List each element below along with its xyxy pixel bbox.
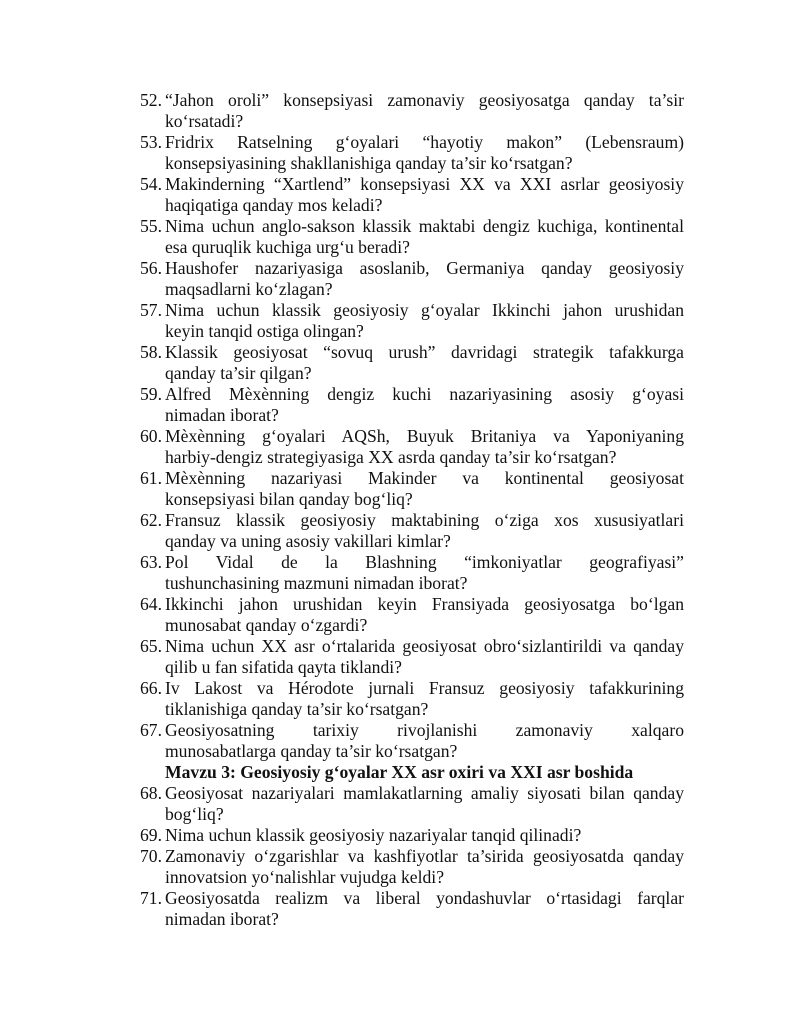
question-text-continuation: haqiqatiga qanday mos keladi? (165, 195, 383, 215)
question-number: 54. (140, 174, 162, 194)
question-text: Geosiyosat nazariyalari mamlakatlarning amaliy siyosati bilan qanday (165, 783, 684, 803)
question-number: 64. (140, 594, 162, 614)
question-text: Mèxènning nazariyasi Makinder va kontinental geosiyosat (165, 468, 684, 488)
question-text-continuation: innovatsion yo‘nalishlar vujudga keldi? (165, 867, 445, 887)
question-number: 69. (140, 825, 162, 845)
question-text-continuation: munosabat qanday o‘zgardi? (165, 615, 368, 635)
question-text-continuation: tushunchasining mazmuni nimadan iborat? (165, 573, 468, 593)
question-item (140, 678, 684, 720)
question-item (140, 258, 684, 300)
question-text: Fridrix Ratselning g‘oyalari “hayotiy makon” (Lebensraum) (165, 132, 684, 152)
question-item (140, 384, 684, 426)
question-item (140, 468, 684, 510)
question-text: Makinderning “Xartlend” konsepsiyasi XX va XXI asrlar geosiyosiy (165, 174, 684, 194)
question-text-continuation: qanday ta’sir qilgan? (165, 363, 312, 383)
question-item (140, 636, 684, 678)
question-text: Pol Vidal de la Blashning “imkoniyatlar geografiyasi” (165, 552, 684, 572)
question-item (140, 216, 684, 258)
question-item (140, 846, 684, 888)
question-text: Ikkinchi jahon urushidan keyin Fransiyada geosiyosatga bo‘lgan (165, 594, 684, 614)
question-text-continuation: munosabatlarga qanday ta’sir ko‘rsatgan? (165, 741, 458, 761)
question-number: 65. (140, 636, 162, 656)
question-list (140, 90, 684, 930)
question-text: Nima uchun anglo-sakson klassik maktabi dengiz kuchiga, kontinental (165, 216, 684, 236)
question-text: Fransuz klassik geosiyosiy maktabining o‘ziga xos xususiyatlari (165, 510, 684, 530)
question-item (140, 888, 684, 930)
question-text: Nima uchun klassik geosiyosiy g‘oyalar Ikkinchi jahon urushidan (165, 300, 684, 320)
question-item (140, 720, 684, 762)
question-text: Geosiyosatning tarixiy rivojlanishi zamonaviy xalqaro (165, 720, 684, 740)
question-text-continuation: harbiy-dengiz strategiyasiga XX asrda qanday ta’sir ko‘rsatgan? (165, 447, 617, 467)
question-text-continuation: esa quruqlik kuchiga urg‘u beradi? (165, 237, 410, 257)
question-number: 58. (140, 342, 162, 362)
question-item (140, 594, 684, 636)
question-text: Klassik geosiyosat “sovuq urush” davridagi strategik tafakkurga (165, 342, 684, 362)
question-number: 66. (140, 678, 162, 698)
question-number: 68. (140, 783, 162, 803)
question-text: “Jahon oroli” konsepsiyasi zamonaviy geosiyosatga qanday ta’sir (165, 90, 684, 110)
question-item (140, 552, 684, 594)
question-number: 57. (140, 300, 162, 320)
question-text-continuation: nimadan iborat? (165, 405, 279, 425)
question-item (140, 300, 684, 342)
question-text: Haushofer nazariyasiga asoslanib, Germaniya qanday geosiyosiy (165, 258, 684, 278)
question-item (140, 825, 684, 846)
question-text-continuation: keyin tanqid ostiga olingan? (165, 321, 364, 341)
question-number: 59. (140, 384, 162, 404)
question-text-continuation: konsepsiyasi bilan qanday bog‘liq? (165, 489, 413, 509)
question-number: 61. (140, 468, 162, 488)
question-number: 71. (140, 888, 162, 908)
question-text: Nima uchun XX asr o‘rtalarida geosiyosat obro‘sizlantirildi va qanday (165, 636, 684, 656)
question-item (140, 90, 684, 132)
question-item (140, 132, 684, 174)
question-item (140, 174, 684, 216)
question-number: 60. (140, 426, 162, 446)
question-item (140, 510, 684, 552)
question-text-continuation: tiklanishiga qanday ta’sir ko‘rsatgan? (165, 699, 429, 719)
question-text: Zamonaviy o‘zgarishlar va kashfiyotlar ta’sirida geosiyosatda qanday (165, 846, 684, 866)
question-text: Mèxènning g‘oyalari AQSh, Buyuk Britaniya va Yaponiyaning (165, 426, 684, 446)
section-heading: Mavzu 3: Geosiyosiy g‘oyalar XX asr oxiri va XXI asr boshida (165, 762, 634, 782)
question-text-continuation: qilib u fan sifatida qayta tiklandi? (165, 657, 402, 677)
question-number: 70. (140, 846, 162, 866)
question-item (140, 426, 684, 468)
question-text-continuation: qanday va uning asosiy vakillari kimlar? (165, 531, 451, 551)
question-text-continuation: bog‘liq? (165, 804, 224, 824)
question-text-continuation: maqsadlarni ko‘zlagan? (165, 279, 333, 299)
question-text: Geosiyosatda realizm va liberal yondashuvlar o‘rtasidagi farqlar (165, 888, 684, 908)
question-item (140, 342, 684, 384)
question-number: 63. (140, 552, 162, 572)
question-text: Alfred Mèxènning dengiz kuchi nazariyasining asosiy g‘oyasi (165, 384, 684, 404)
question-text-continuation: ko‘rsatadi? (165, 111, 244, 131)
question-number: 56. (140, 258, 162, 278)
question-text-continuation: nimadan iborat? (165, 909, 279, 929)
question-number: 55. (140, 216, 162, 236)
question-text-continuation: konsepsiyasining shakllanishiga qanday ta’sir ko‘rsatgan? (165, 153, 573, 173)
question-number: 67. (140, 720, 162, 740)
question-number: 62. (140, 510, 162, 530)
question-number: 53. (140, 132, 162, 152)
question-item (140, 783, 684, 825)
question-number: 52. (140, 90, 162, 110)
question-text: Iv Lakost va Hérodote jurnali Fransuz geosiyosiy tafakkurining (165, 678, 684, 698)
question-text: Nima uchun klassik geosiyosiy nazariyalar tanqid qilinadi? (165, 825, 582, 845)
